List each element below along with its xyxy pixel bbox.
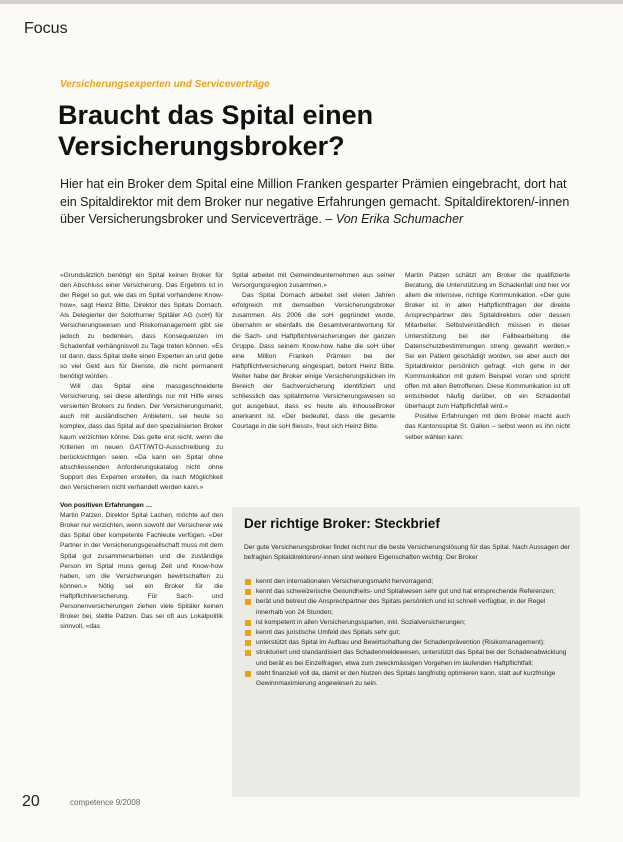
journal-name: competence 9/2008 [70,798,141,807]
body-paragraph: Martin Patzen schätzt am Broker die qualifizierte Beratung, die Unterstützung im Schadenfall und hier vor allem die intensive, richtige Kommunikation. «Der gute Broker ist in allen Haftpflichtfragen der direkte Ansprechpartner des Spitaldirektors oder dessen Mitarbeiter. Selbstverständlich müssen in dieser Unterstützung bei der Fallbearbeitung die Datenschutzbestimmungen streng gewahrt werden.» Sei ein Patient geschädigt worden, sei aber auch der Spitaldirektor persönlich gefragt. «Ich gehe in der Kommunikation mit gutem Beispiel voran und spricht offen mit allen Betroffenen. Diese Kommunikation ist oft entscheidet häufig darüber, ob ein Schadenfall überhaupt zum Haftpflichtfall wird.» [405,272,570,411]
box-list [244,577,574,689]
square-bullet-icon [245,650,251,656]
square-bullet-icon [245,630,251,636]
byline: Von Erika Schumacher [335,212,464,226]
list-item: steht finanziell voll da, damit er den Nutzen des Spitals langfristig optimieren kann, statt auf kurzfristige Gewinnmaximierung angewiesen zu sein. [244,669,574,689]
square-bullet-icon [245,599,251,605]
page-number: 20 [22,793,40,810]
square-bullet-icon [245,640,251,646]
list-item: unterstützt das Spital im Aufbau und Bewirtschaftung der Schadenprävention (Risikomanagement); [244,638,574,648]
column-1 [60,271,223,826]
list-item: ist kompetent in allen Versicherungssparten, inkl. Sozialversicherungen; [244,618,574,628]
body-paragraph: «Grundsätzlich benötigt ein Spital keinen Broker für den Abschluss einer Versicherung. Das Ergebnis ist in der Regel so gut, wie das im Spital vorhandene Know-how», sagt Heinz Bitte, Direktor des Spitals Dornach. Als Delegierter der Solothurner Spitäler AG (soH) für Versicherungswesen und Risikomanagement gibt sie jedoch zu bedenken, dass Konsequenzen im Schadenfall verhängnisvoll zu Tage treten können. «Es ist dann, dass Spital stelle einen Experten an und gebe so viel Geld aus für Dienste, die nicht permanent benötigt würden. [60,272,223,380]
box-title: Der richtige Broker: Steckbrief [244,516,440,531]
list-item: kennt den internationalen Versicherungsmarkt hervorragend; [244,577,574,587]
box-intro: Der gute Versicherungsbroker findet nicht nur die beste Versicherungslösung für das Spital. Nach Aussagen der befragten Spitaldirektoren/-innen sind weitere Eigenschaften wichtig: Der Broker [244,544,570,562]
list-item: berät und betreut die Ansprechpartner des Spitals persönlich und ist schnell verfügbar, in der Regel innerhalb von 24 Stunden; [244,597,574,617]
square-bullet-icon [245,620,251,626]
list-item: kennt das juristische Umfeld des Spitals sehr gut; [244,628,574,638]
top-rule [0,0,623,4]
body-paragraph: Spital arbeitet mit Gemeindeunternehmen aus seiner Versorgungsregion zusammen.» [232,272,395,290]
body-paragraph: Martin Patzen, Direktor Spital Lachen, möchte auf den Broker nur verzichten, wenn sowohl der Versicherer wie das Spital über kompetente Fachleute verfügen. «Der Partner in der Versicherungsgesellschaft muss mit dem Spital gut zusammenarbeiten und die zuständige Person im Spital muss genug Zeit und Know-how haben, um die Versicherungen bewirtschaften zu können.» Nötig sei ein Broker für die Haftpflichtversicherung. Für Sach- und Personenversicherungen ziehen viele Spitäler keinen Broker bei, stellte Patzen. Das sei oft aus Lokalpolitik sinnvoll, «das [60,512,223,631]
square-bullet-icon [245,589,251,595]
column-3 [405,271,570,496]
list-item: kennt das schweizerische Gesundheits- und Spitalwesen sehr gut und hat entsprechende Referenzen; [244,587,574,597]
body-paragraph: Das Spital Dornach arbeitet seit vielen Jahren erfolgreich mit demselben Versicherungsbroker zusammen. Als 2006 die soH gegründet wurde, übernahm er ebenfalls die Gesamtverantwortung für die Sach- und Haftpflichtversicherungen der ganzen Gruppe. Dass seinem Know-how habe die soH über eine Million Franken Prämien bei der Haftpflichtversicherung eingespart, betont Heinz Bitte. Weiter habe der Broker einige Versicherungslücken im Bereich der Sachversicherung identifiziert und schliesslich das spitalinterne Versicherungswesen so gut ausgebaut, dass es heute als inhouseBroker anerkannt ist. «Der bedeutet, dass die gesamte Courtage in die soH fliesst», freut sich Heinz Bitte. [232,292,395,431]
list-item: strukturiert und standardisiert das Schadenmeldewesen, unterstützt das Spital bei der Schadenabwicklung und berät es bei Einzelfragen, etwa zum zweckmässigen Vorgehen im laufenden Haftpflichtfall; [244,648,574,668]
headline: Braucht das Spital einen Versicherungsbroker? [58,100,374,161]
section-label: Focus [24,20,68,37]
square-bullet-icon [245,579,251,585]
body-paragraph: Positive Erfahrungen mit dem Broker macht auch das Kantonsspital St. Gallen – selbst wenn es ihn nicht selber wählen kann: [405,413,570,441]
kicker: Versicherungsexperten und Serviceverträge [60,79,270,90]
subheading: Von positiven Erfahrungen … [60,502,153,510]
body-paragraph: Will das Spital eine massgeschneiderte Versicherung, sei diese allerdings nur mit Hilfe eines versierten Brokers zu finden. Der Versicherungsmarkt, auch mit ausländischen Anbietern, sei heute so komplex, dass das Spital auf den spezialisierten Broker kaum verzichten könne. Das gelte erst recht, wenn die Kriterien im neuen GATT/WTO-Ausschreibung zu berücksichtigen seien. «Da kann ein Spital ohne abschliessenden Anforderungskatalog nicht ohne Support des Experten erstellen, da nach Möglichkeit den Versicherern nicht verhandelt werden kann.» [60,383,223,491]
profile-box [232,507,580,797]
column-2 [232,271,395,471]
lead-paragraph [60,176,580,229]
lead-text: Hier hat ein Broker dem Spital eine Million Franken gesparter Prämien eingebracht, dort hat ein Spitaldirektor mit dem Broker nur negative Erfahrungen gemacht. Spitaldirektoren/-innen über Versicherungsbroker und Serviceverträge. – [60,177,570,226]
square-bullet-icon [245,671,251,677]
